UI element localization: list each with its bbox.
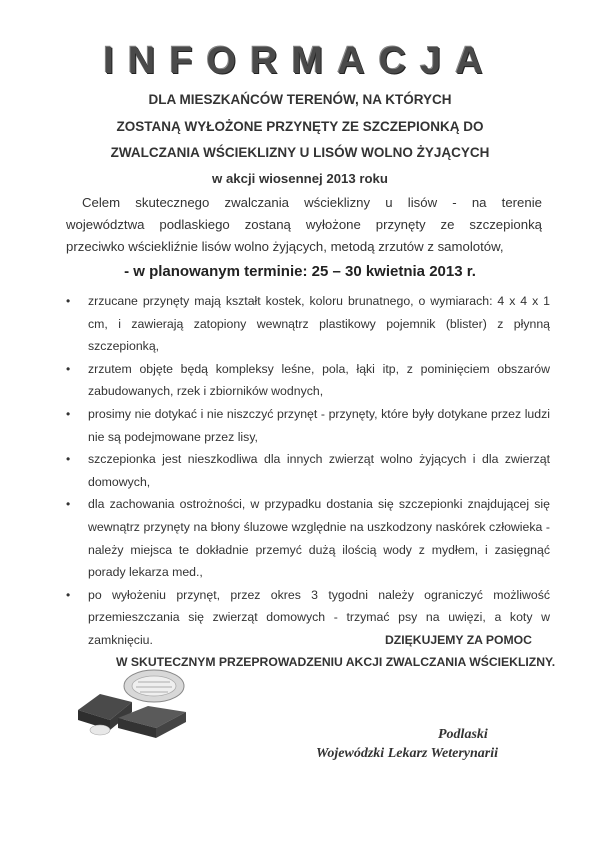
list-item-text: zrzucane przynęty mają kształt kostek, koloru brunatnego, o wymiarach: 4 x 4 x 1 cm, i zawierają zatopiony wewnątrz plastikowy pojemnik (blister) z płynną szczepionką, bbox=[88, 294, 550, 354]
intro-line-2: województwa podlaskiego zostaną wyłożone przynęty ze szczepionką bbox=[66, 217, 542, 232]
bullet-icon: • bbox=[66, 497, 71, 512]
list-item-text: po wyłożeniu przynęt, przez okres 3 tygodni należy ograniczyć możliwość przemieszczania się zwierząt domowych - trzymać psy na uwięzi, a koty w zamknięciu. bbox=[88, 587, 550, 647]
campaign-period: w akcji wiosennej 2013 roku bbox=[212, 171, 388, 186]
planned-dates: - w planowanym terminie: 25 – 30 kwietnia 2013 r. bbox=[124, 263, 476, 280]
list-item-text: szczepionka jest nieszkodliwa dla innych zwierząt wolno żyjących i dla zwierząt domowych, bbox=[88, 452, 550, 489]
signature-line-1: Podlaski bbox=[438, 727, 488, 742]
intro-line-3: przeciwko wściekliźnie lisów wolno żyjących, metodą zrzutów z samolotów, bbox=[66, 239, 504, 254]
list-item-text: prosimy nie dotykać i nie niszczyć przynęt - przynęty, które były dotykane przez ludzi nie są podejmowane przez lisy, bbox=[88, 406, 550, 444]
page-title: INFORMACJA bbox=[103, 40, 497, 82]
instructions-list bbox=[66, 290, 550, 652]
list-item bbox=[66, 403, 550, 448]
thanks-line-1: DZIĘKUJEMY ZA POMOC bbox=[385, 633, 532, 647]
bullet-icon: • bbox=[66, 294, 71, 308]
bullet-icon: • bbox=[66, 587, 71, 602]
subheading-line-3: ZWALCZANIA WŚCIEKLIZNY U LISÓW WOLNO ŻYJĄCYCH bbox=[110, 145, 490, 160]
list-item bbox=[66, 358, 550, 403]
bullet-icon: • bbox=[66, 361, 71, 376]
intro-line-1: Celem skutecznego zwalczania wścieklizny u lisów - na terenie bbox=[82, 195, 542, 210]
signature-line-2: Wojewódzki Lekarz Weterynarii bbox=[316, 746, 498, 761]
subheading-line-1: DLA MIESZKAŃCÓW TERENÓW, NA KTÓRYCH bbox=[148, 92, 452, 107]
list-item-text: zrzutem objęte będą kompleksy leśne, pola, łąki itp, z pominięciem obszarów zabudowanych, rzek i zbiorników wodnych, bbox=[88, 361, 550, 399]
list-item bbox=[66, 493, 550, 583]
list-item-text: dla zachowania ostrożności, w przypadku dostania się szczepionki znajdującej się wewnątrz przynęty na błony śluzowe względnie na uszkodzony naskórek człowieka - należy miejsca te dokładnie przemyć dużą ilością wody z mydłem, i zasięgnąć porady lekarza med., bbox=[88, 497, 550, 580]
blister-capsule-icon bbox=[90, 725, 110, 735]
bullet-icon: • bbox=[66, 406, 71, 421]
subheading-line-2: ZOSTANĄ WYŁOŻONE PRZYNĘTY ZE SZCZEPIONKĄ DO bbox=[116, 119, 484, 134]
list-item bbox=[66, 448, 550, 493]
vaccine-bait-photo-icon bbox=[70, 662, 200, 742]
list-item bbox=[66, 290, 550, 358]
bullet-icon: • bbox=[66, 452, 71, 467]
thanks-line-2: W SKUTECZNYM PRZEPROWADZENIU AKCJI ZWALCZANIA WŚCIEKLIZNY. bbox=[116, 655, 556, 669]
blister-pack-icon bbox=[124, 670, 184, 702]
